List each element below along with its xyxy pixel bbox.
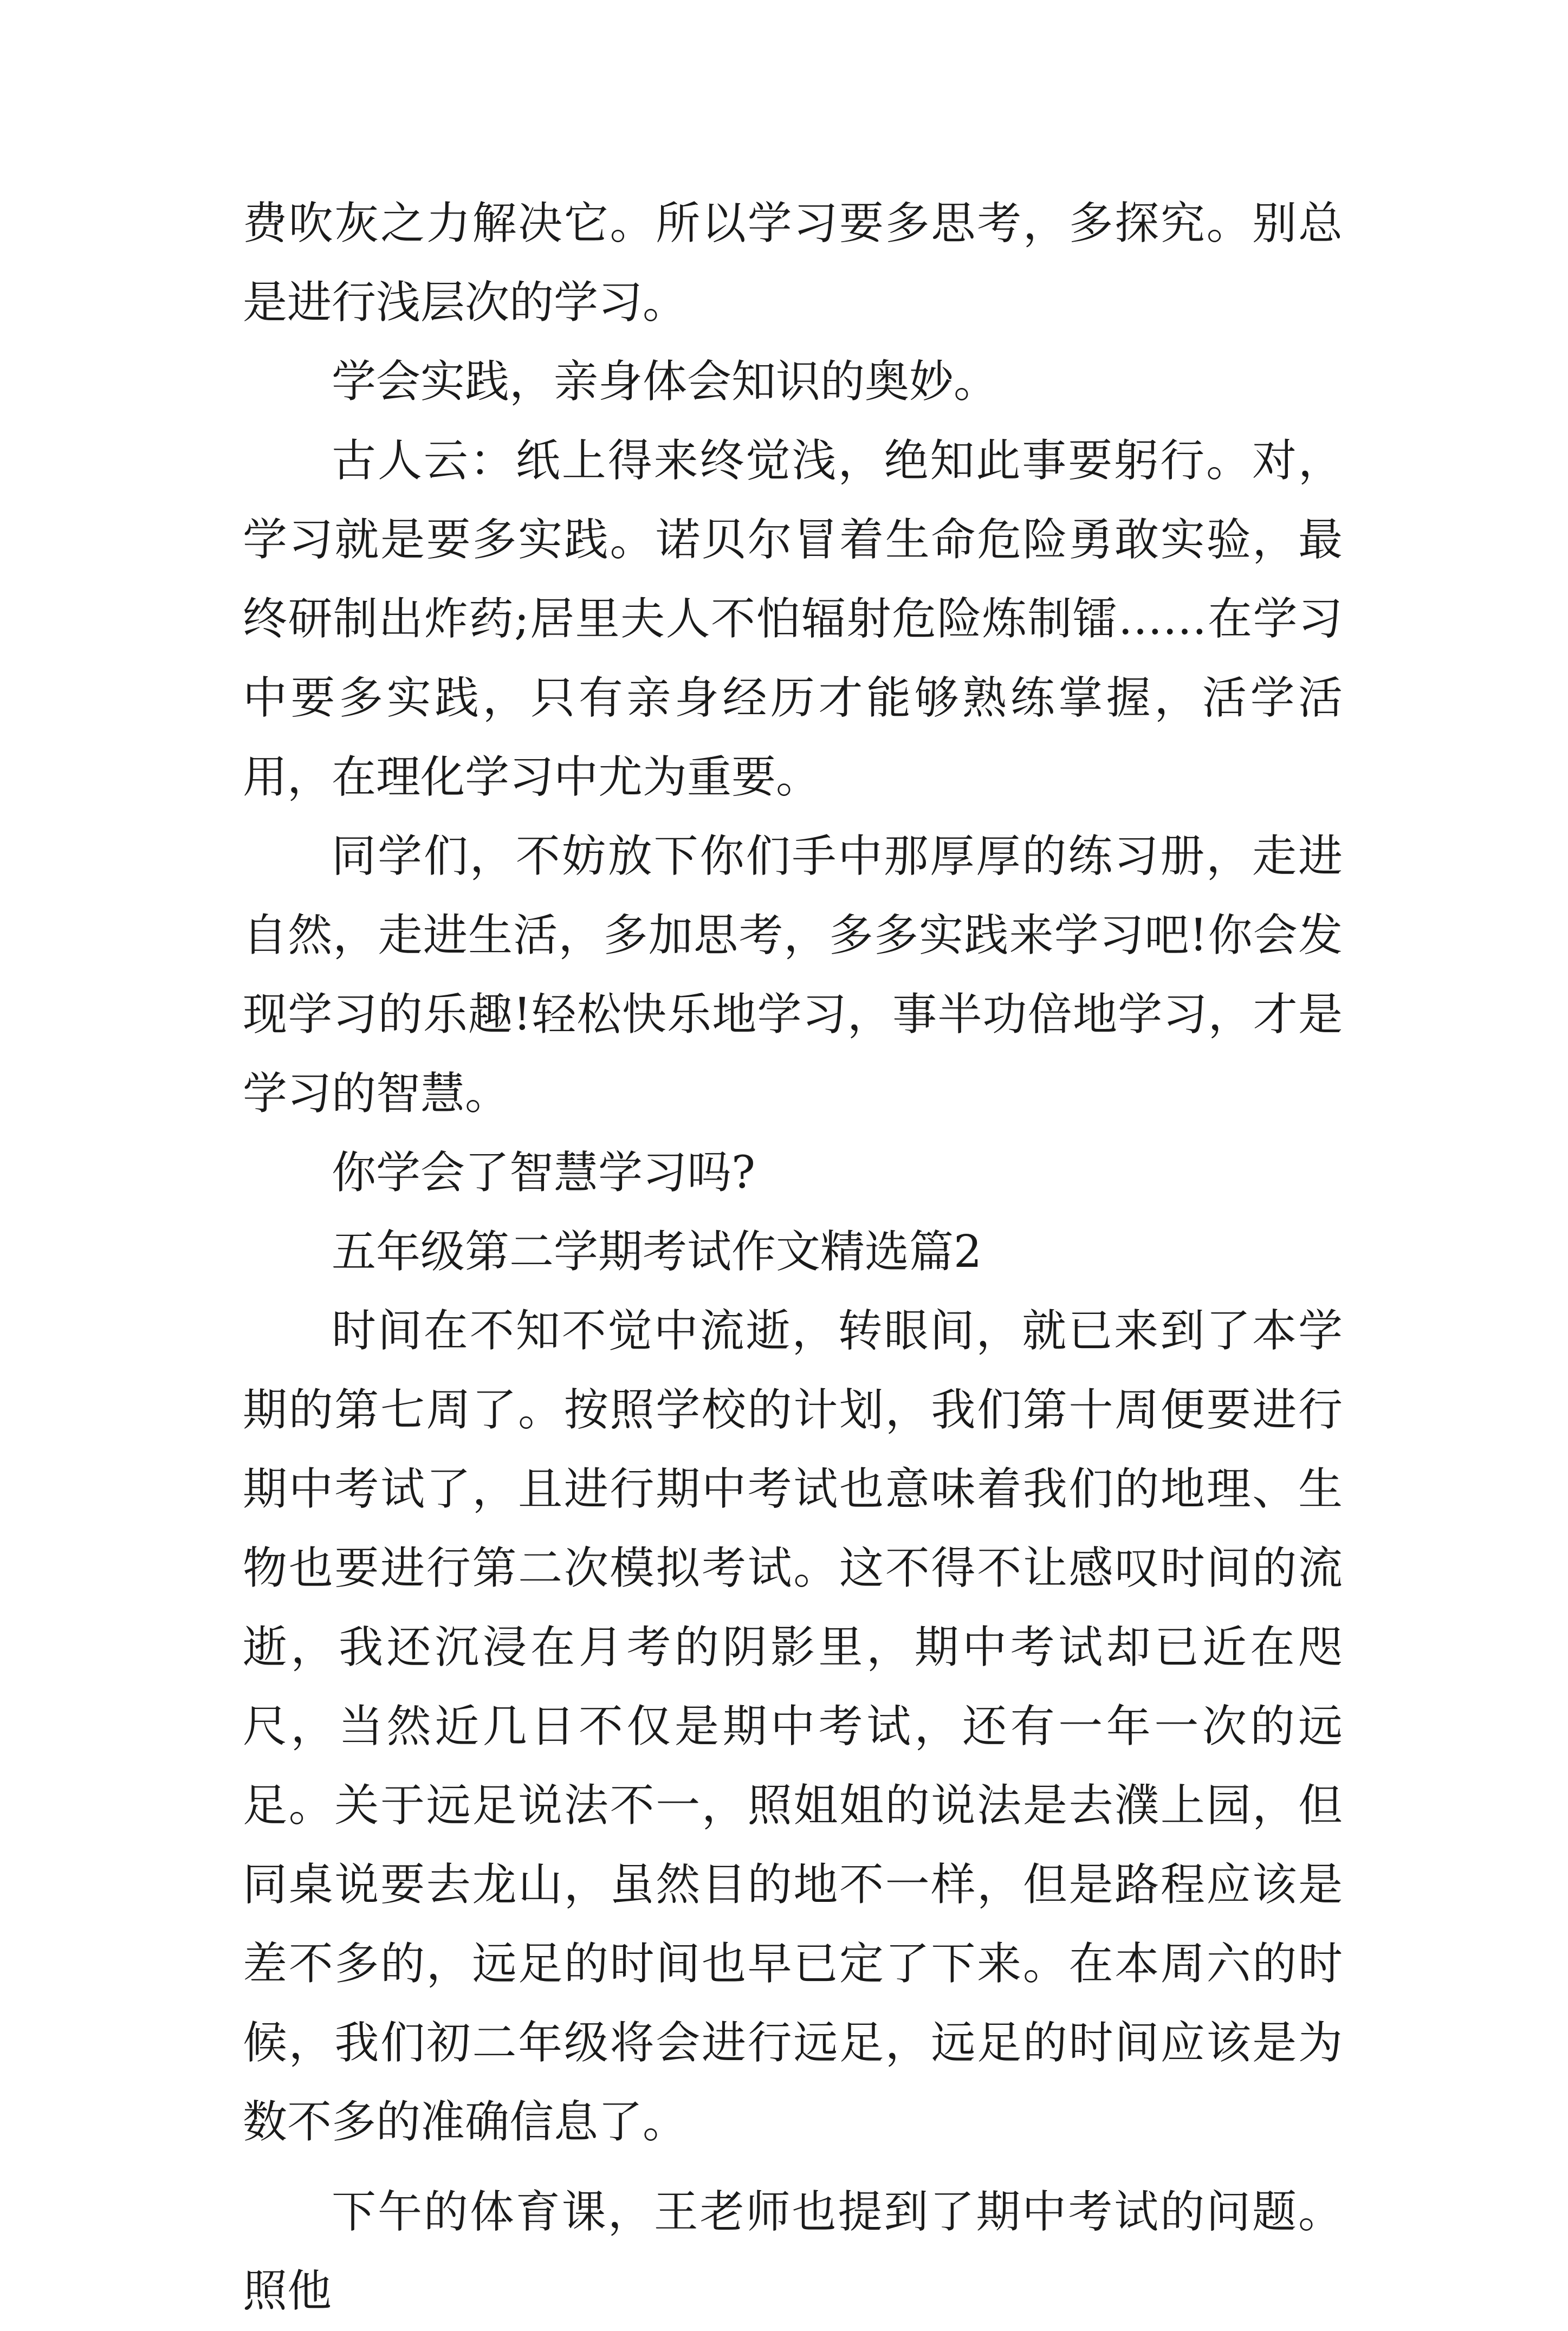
paragraph-pe-class: 下午的体育课，王老师也提到了期中考试的问题。照他 <box>243 2186 1343 2317</box>
paragraph-continuation: 费吹灰之力解决它。所以学习要多思考，多探究。别总是进行浅层次的学习。 <box>243 198 1343 328</box>
paragraph-question: 你学会了智慧学习吗? <box>332 1147 755 1199</box>
section-title: 五年级第二学期考试作文精选篇2 <box>332 1226 982 1278</box>
paragraph-classmates: 同学们，不妨放下你们手中那厚厚的练习册，走进自然，走进生活，多加思考，多多实践来学习吧!你会发现学习的乐趣!轻松快乐地学习，事半功倍地学习，才是学习的智慧。 <box>243 831 1343 1119</box>
article-body <box>243 184 1343 2331</box>
paragraph-practice-heading: 学会实践，亲身体会知识的奥妙。 <box>332 356 999 407</box>
paragraph-ancient-saying: 古人云：纸上得来终觉浅，绝知此事要躬行。对，学习就是要多实践。诺贝尔冒着生命危险勇敢实验，最终研制出炸药;居里夫人不怕辐射危险炼制镭……在学习中要多实践，只有亲身经历才能够熟练掌握，活学活用，在理化学习中尤为重要。 <box>243 435 1343 803</box>
paragraph-time-passing: 时间在不知不觉中流逝，转眼间，就已来到了本学期的第七周了。按照学校的计划，我们第十周便要进行期中考试了，且进行期中考试也意味着我们的地理、生物也要进行第二次模拟考试。这不得不让感叹时间的流逝，我还沉浸在月考的阴影里，期中考试却已近在咫尺，当然近几日不仅是期中考试，还有一年一次的远足。关于远足说法不一，照姐姐的说法是去濮上园，但同桌说要去龙山，虽然目的地不一样，但是路程应该是差不多的，远足的时间也早已定了下来。在本周六的时候，我们初二年级将会进行远足，远足的时间应该是为数不多的准确信息了。 <box>243 1305 1343 2148</box>
